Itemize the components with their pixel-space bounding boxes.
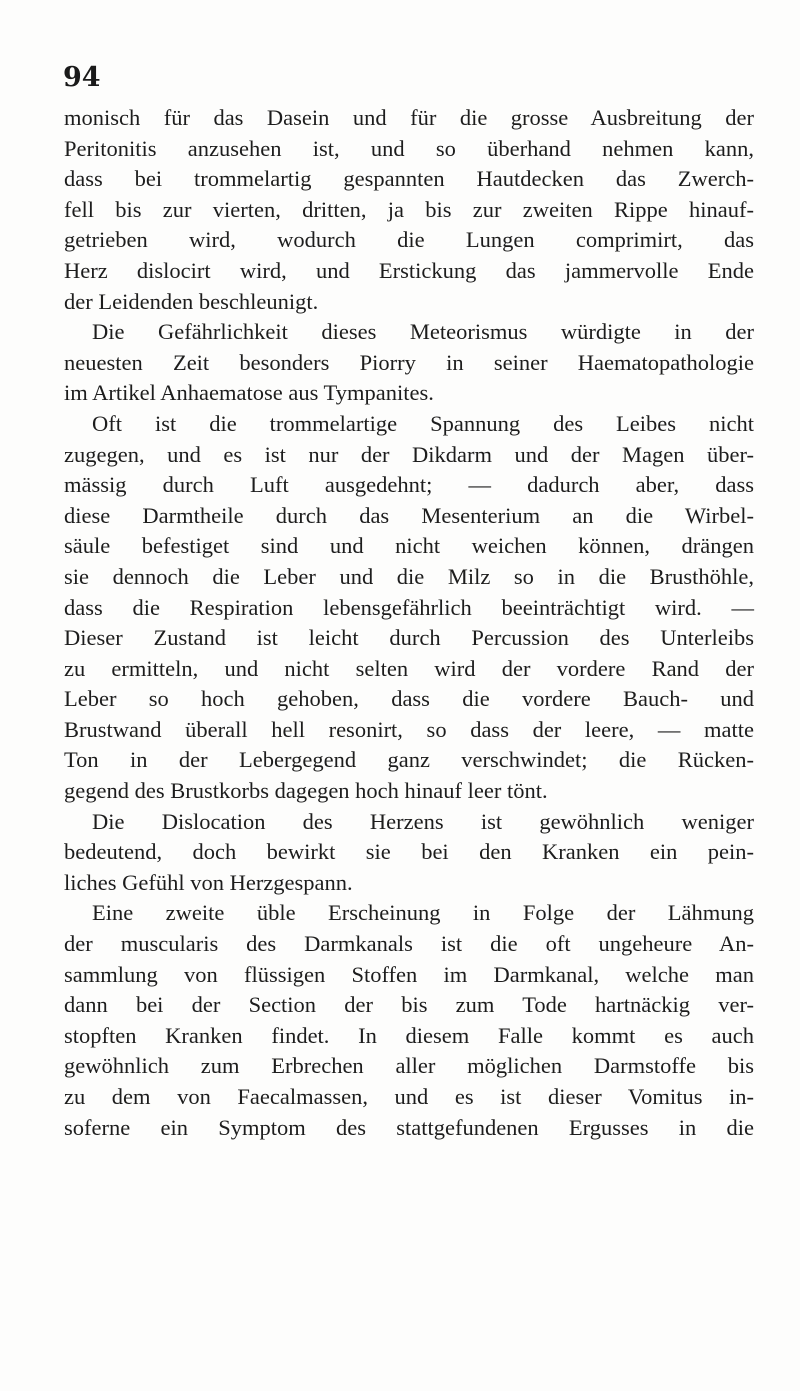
- page-number: 94: [63, 62, 101, 93]
- text-line: zu ermitteln, und nicht selten wird der vordere Rand der: [64, 655, 754, 681]
- text-line: fell bis zur vierten, dritten, ja bis zur zweiten Rippe hinauf-: [64, 196, 754, 222]
- text-line: zugegen, und es ist nur der Dikdarm und der Magen über-: [64, 441, 754, 467]
- text-line: stopften Kranken findet. In diesem Falle kommt es auch: [64, 1022, 754, 1048]
- text-line: Eine zweite üble Erscheinung in Folge der Lähmung: [92, 900, 754, 926]
- text-line: bedeutend, doch bewirkt sie bei den Kranken ein pein-: [64, 839, 754, 865]
- text-line: diese Darmtheile durch das Mesenterium an die Wirbel-: [64, 502, 754, 528]
- text-line: Oft ist die trommelartige Spannung des Leibes nicht: [92, 410, 754, 436]
- text-line: im Artikel Anhaematose aus Tympanites.: [64, 380, 434, 406]
- body-text: [64, 103, 754, 1143]
- text-line: säule befestiget sind und nicht weichen können, drängen: [64, 533, 754, 559]
- text-line: Die Gefährlichkeit dieses Meteorismus würdigte in der: [92, 319, 754, 345]
- text-line: Dieser Zustand ist leicht durch Percussion des Unterleibs: [64, 625, 754, 651]
- text-line: der Leidenden beschleunigt.: [64, 288, 319, 314]
- text-line: zu dem von Faecalmassen, und es ist dieser Vomitus in-: [64, 1084, 754, 1109]
- text-line: liches Gefühl von Herzgespann.: [64, 869, 353, 895]
- text-line: Ton in der Lebergegend ganz verschwindet; die Rücken-: [64, 747, 754, 773]
- text-line: dass die Respiration lebensgefährlich beeinträchtigt wird. —: [64, 594, 754, 620]
- text-line: gewöhnlich zum Erbrechen aller möglichen Darmstoffe bis: [64, 1053, 754, 1079]
- text-line: Die Dislocation des Herzens ist gewöhnlich weniger: [92, 808, 754, 834]
- text-line: Peritonitis anzusehen ist, und so überhand nehmen kann,: [64, 135, 754, 161]
- text-line: dass bei trommelartig gespannten Hautdecken das Zwerch-: [64, 166, 754, 192]
- text-line: dann bei der Section der bis zum Tode hartnäckig ver-: [64, 992, 754, 1018]
- text-line: Leber so hoch gehoben, dass die vordere Bauch- und: [64, 686, 754, 712]
- text-line: Herz dislocirt wird, und Erstickung das jammervolle Ende: [64, 257, 754, 283]
- text-line: neuesten Zeit besonders Piorry in seiner Haematopathologie: [64, 349, 754, 375]
- text-line: soferne ein Symptom des stattgefundenen Ergusses in die: [64, 1114, 754, 1140]
- text-line: Brustwand überall hell resonirt, so dass der leere, — matte: [64, 716, 754, 742]
- text-line: der muscularis des Darmkanals ist die oft ungeheure An-: [64, 931, 754, 957]
- text-line: sammlung von flüssigen Stoffen im Darmkanal, welche man: [64, 961, 754, 987]
- text-line: mässig durch Luft ausgedehnt; — dadurch aber, dass: [64, 472, 754, 498]
- text-line: sie dennoch die Leber und die Milz so in die Brusthöhle,: [64, 563, 754, 589]
- text-line: monisch für das Dasein und für die grosse Ausbreitung der: [64, 105, 754, 130]
- text-line: getrieben wird, wodurch die Lungen comprimirt, das: [64, 227, 754, 253]
- text-line: gegend des Brustkorbs dagegen hoch hinauf leer tönt.: [64, 778, 548, 804]
